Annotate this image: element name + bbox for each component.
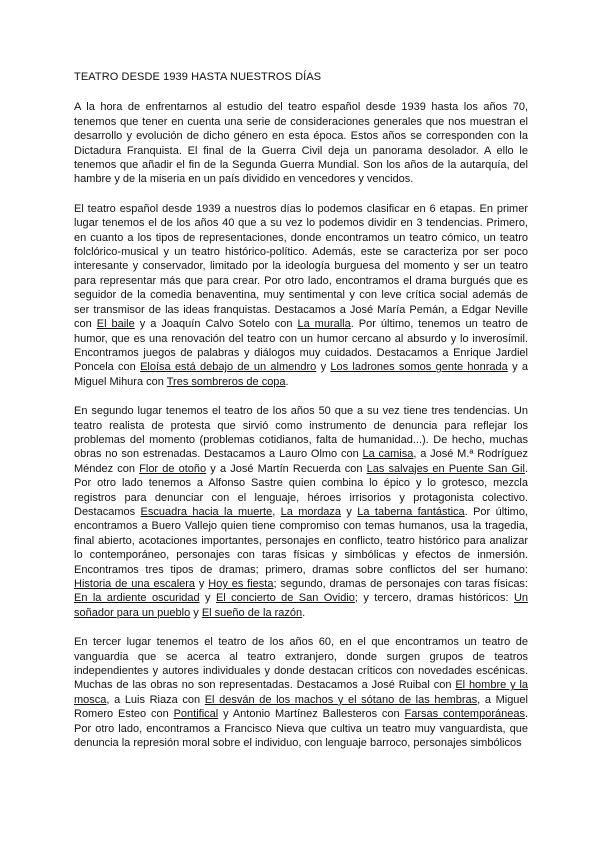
work-title: Escuadra hacia la muerte (140, 505, 273, 518)
work-title: En la ardiente oscuridad (74, 592, 200, 605)
work-title: Eloísa está debajo de un almendro (140, 361, 317, 374)
paragraph-text: ; segundo, dramas de personajes con taras físicas: (273, 578, 528, 590)
work-title: El baile (96, 318, 135, 331)
work-title: Los ladrones somos gente honrada (330, 361, 508, 374)
work-title: Farsas contemporáneas (404, 708, 525, 721)
work-title: El sueño de la razón (201, 606, 303, 619)
paragraph-text: . Por otro lado, encontramos a Francisco Nieva que cultiva un teatro muy vanguardista, que denuncia la represión moral sobre el individuo, con lenguaje barroco, personajes simbólicos (74, 708, 529, 750)
paragraph-text: . (285, 375, 289, 388)
paragraph-text: y a Miguel Mihura con (74, 361, 528, 388)
work-title: La mordaza (280, 505, 342, 518)
paragraph-text: En segundo lugar tenemos el teatro de los años 50 que a su vez tiene tres tendencias. Un teatro realista de protesta que sirvió como instrumento de denuncia para reflejar los problemas del momento (problemas cotidianos, falta de humanidad...). De hecho, muchas obras no son estrenadas. Destacamos a Lauro Olmo con (74, 405, 528, 461)
body-paragraph (74, 202, 528, 389)
paragraph-text: , (272, 505, 281, 518)
work-title: Un soñador para un pueblo (74, 592, 528, 619)
body-paragraph (74, 404, 528, 620)
paragraph-text: y Antonio Martínez Ballesteros con (218, 708, 405, 721)
paragraph-text: El teatro español desde 1939 a nuestros días lo podemos clasificar en 6 etapas. En primer lugar tenemos el de los años 40 que a su vez lo podemos dividir en 3 tendencias. Primero, en cuanto a los tipos de representaciones, donde encontramos un teatro cómico, un teatro folclórico-musical y un teatro histórico-político. Además, este se caracteriza por ser poco interesante y conservador, limitado por la ideología burguesa del momento y ser un teatro para representar más que para crear. Por otro lado, encontramos el drama burgués que es seguidor de la comedia benaventina, muy sentimental y con leve crítica social además de ser transmisor de las ideas franquistas. Destacamos a José María Pemán, a Edgar Neville con (74, 202, 528, 331)
work-title: La camisa (362, 448, 414, 461)
paragraph-text: y (199, 592, 216, 605)
paragraph-text: . Por otro lado tenemos a Alfonso Sastre quien combina lo épico y lo grotesco, mezcla registros para denunciar con el lenguaje, héroes irrisorios y protagonista colectivo. Destacamos (74, 462, 528, 518)
paragraph-text: , a Miguel Romero Esteo con (74, 693, 528, 721)
document-page (74, 70, 528, 765)
body-paragraph (74, 635, 528, 750)
work-title: El concierto de San Ovidio (215, 592, 355, 605)
work-title: Pontifical (173, 708, 219, 721)
paragraph-text: . Por último, encontramos a Buero Vallejo quien tiene compromiso con temas humanos, usa la tragedia, final abierto, acotaciones importantes, personajes en conflicto, teatro histórico para analizar lo contemporáneo, personajes con taras físicas y simbólicas y efectos de inmersión. Encontramos tres tipos de dramas; primero, dramas sobre conflictos del ser humano: (74, 505, 528, 576)
work-title: Las salvajes en Puente San Gil (366, 462, 525, 475)
paragraph-text: y (190, 606, 202, 619)
document-body (74, 100, 528, 750)
paragraph-text: En tercer lugar tenemos el teatro de los años 60, en el que encontramos un teatro de vanguardia que se acerca al teatro extranjero, donde surgen grupos de teatros independientes y autores individuales y donde destacan críticos con novedades escénicas. Muchas de las obras no son representadas. Destacamos a José Ruibal con (74, 636, 528, 692)
paragraph-text: , a José M.ª Rodríguez Méndez con (74, 448, 528, 475)
work-title: Hoy es fiesta (208, 578, 274, 590)
paragraph-text: , a Luis Riaza con (106, 693, 205, 706)
work-title: Historia de una escalera (74, 578, 196, 590)
paragraph-text: y (316, 361, 331, 374)
paragraph-text: y a Joaquín Calvo Sotelo con (134, 318, 298, 331)
document-title: TEATRO DESDE 1939 HASTA NUESTROS DÍAS (74, 71, 322, 83)
paragraph-text: y a José Martín Recuerda con (206, 462, 367, 475)
work-title: Flor de otoño (139, 462, 207, 475)
body-paragraph (74, 100, 528, 186)
paragraph-text: . Por último, tenemos un teatro de humor, que es una renovación del teatro con un humor cercano al absurdo y lo inverosímil. Encontramos juegos de palabras y diálogos muy cuidados. Destacamos a Enrique Jardiel Poncela con (74, 318, 529, 374)
work-title: La muralla (297, 318, 351, 331)
work-title: Tres sombreros de copa (166, 375, 286, 388)
paragraph-text: ; y tercero, dramas históricos: (354, 592, 514, 605)
paragraph-text: A la hora de enfrentarnos al estudio del teatro español desde 1939 hasta los años 70, tenemos que tener en cuenta una serie de consideraciones generales que nos muestran el desarrollo y evolución de dicho género en esta época. Estos años se corresponden con la Dictadura Franquista. El final de la Guerra Civil deja un panorama desolador. A ello le tenemos que añadir el fin de la Segunda Guerra Mundial. Son los años de la autarquía, del hambre y de la miseria en un país dividido en vencedores y vencidos. (74, 101, 528, 186)
work-title: La taberna fantástica (357, 505, 465, 518)
work-title: El desván de los machos y el sótano de las hembras (204, 693, 478, 706)
paragraph-text: y (195, 578, 209, 590)
work-title: El hombre y la mosca (74, 679, 529, 706)
paragraph-text: y (341, 505, 358, 518)
paragraph-text: . (302, 606, 306, 619)
